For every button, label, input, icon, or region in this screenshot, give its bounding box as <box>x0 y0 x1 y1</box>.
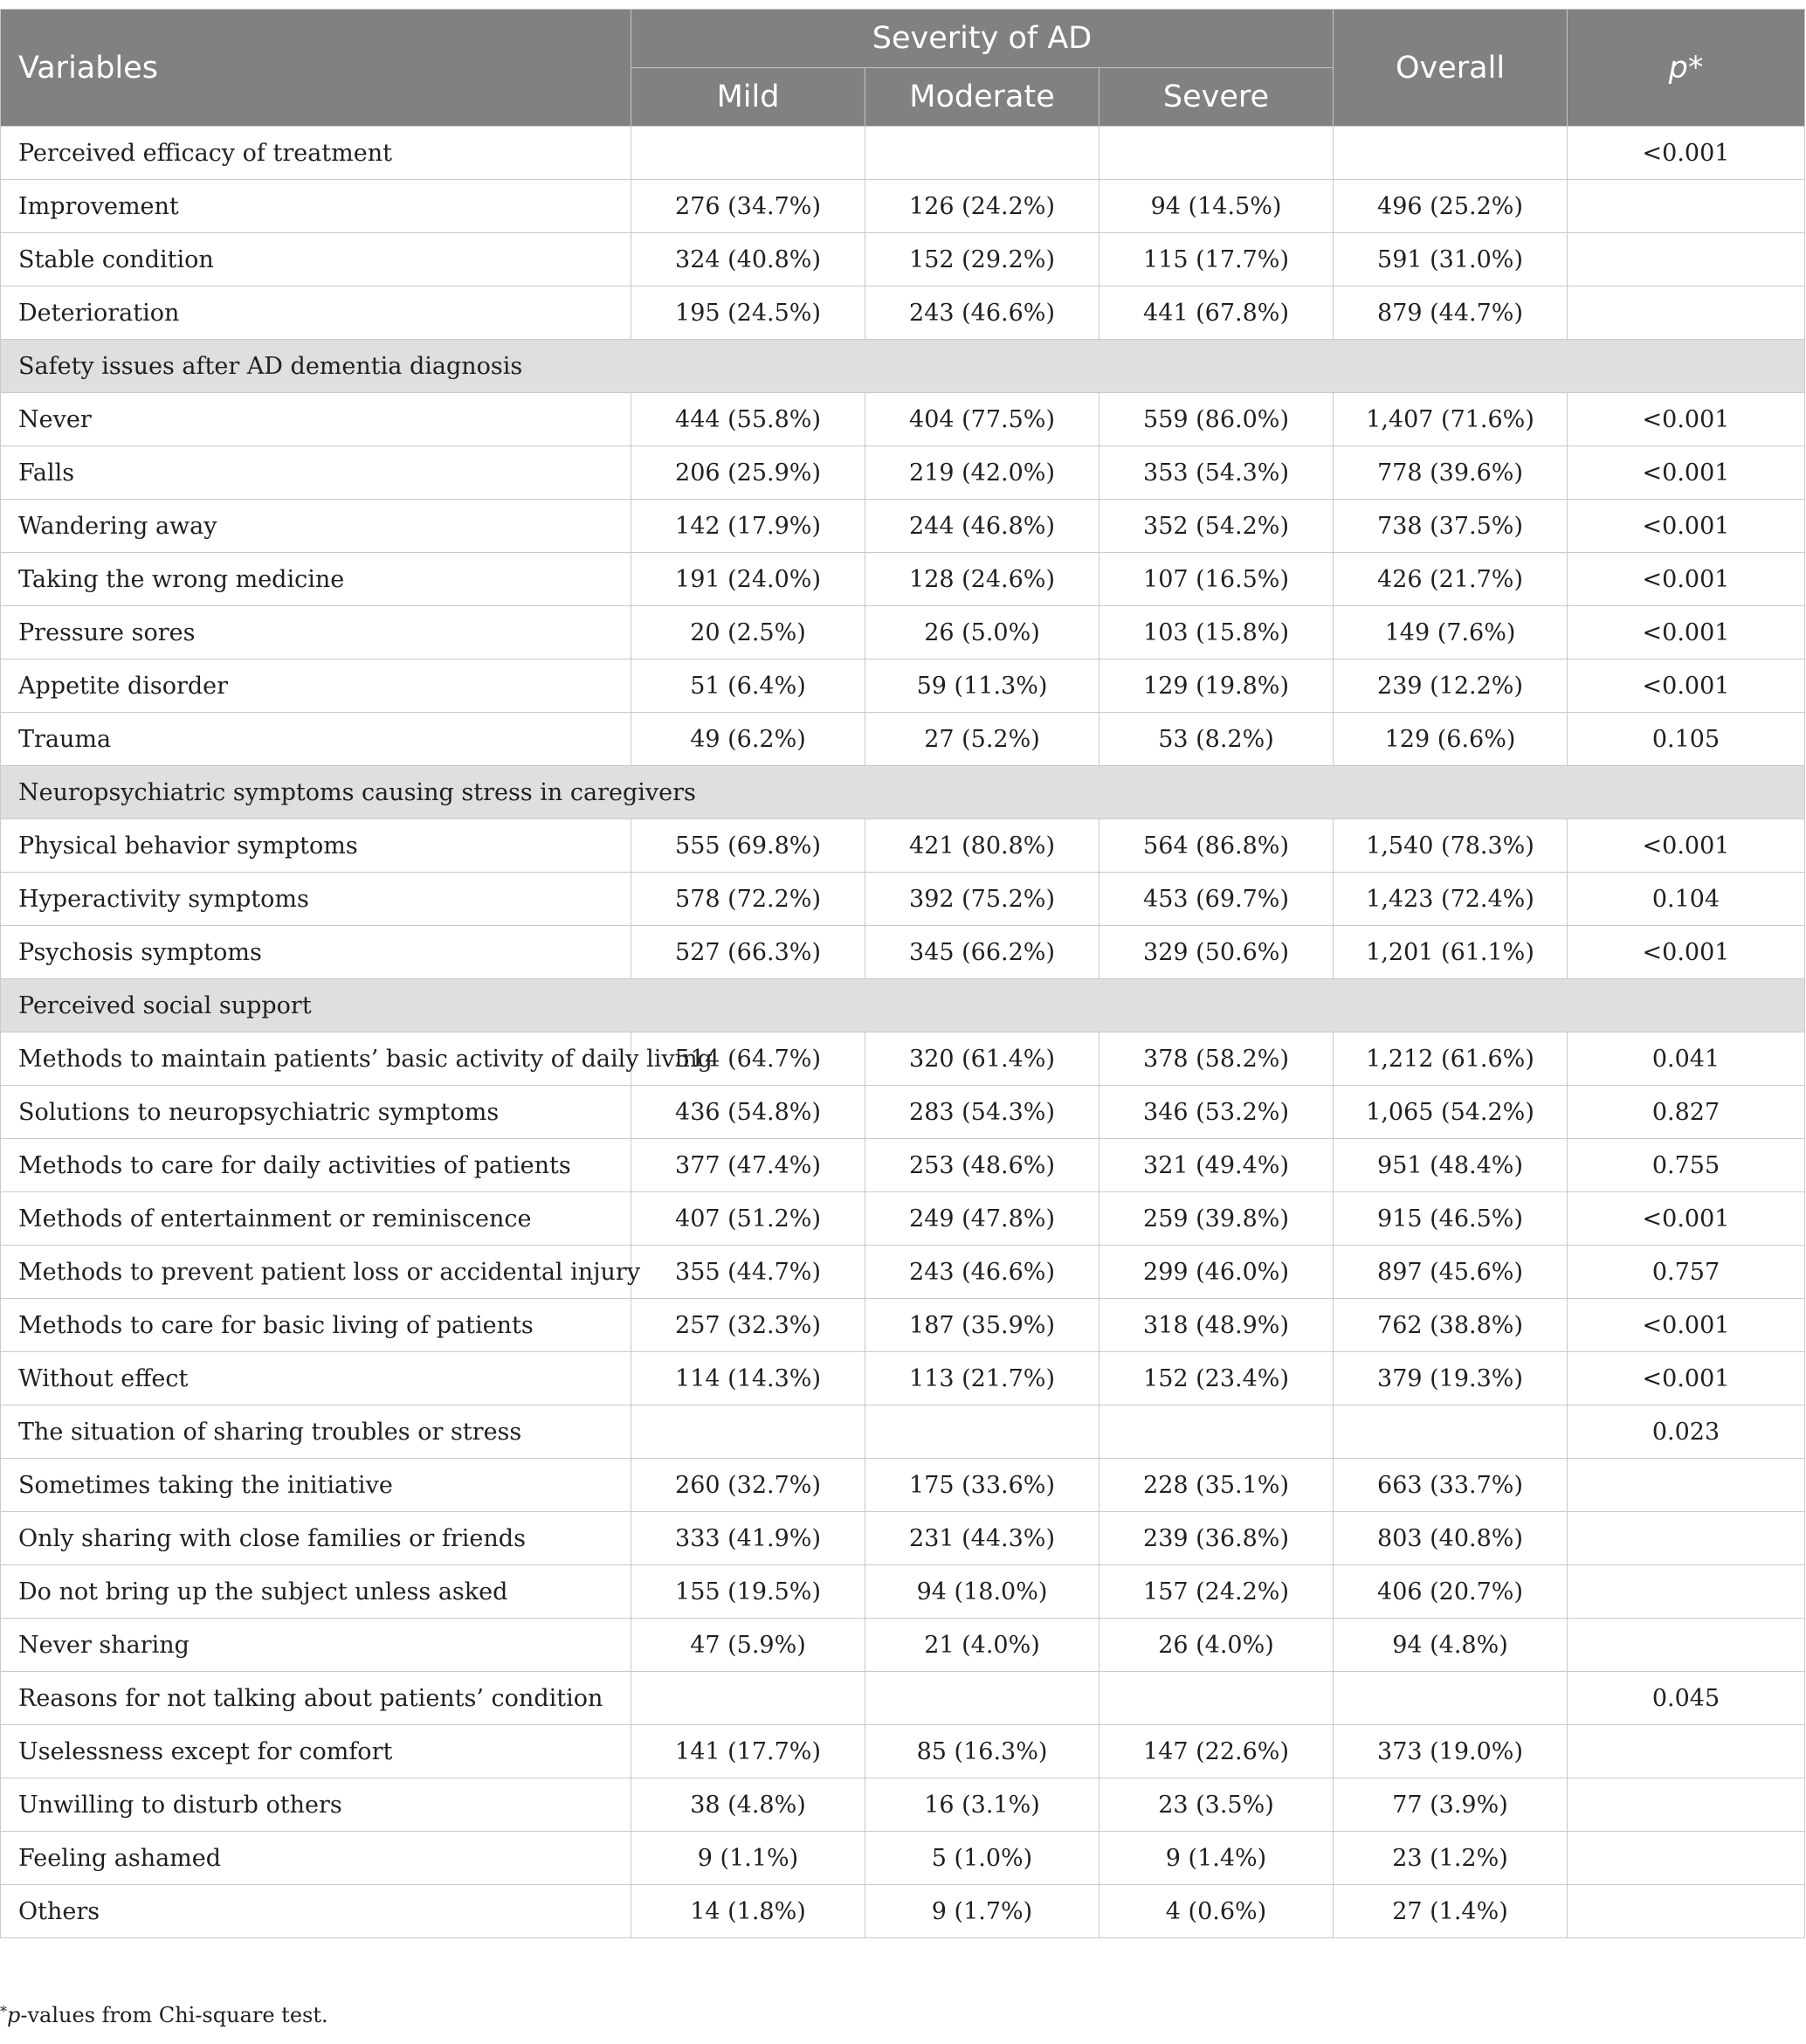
table-row <box>1 713 1805 766</box>
cell-severe: 26 (4.0%) <box>1099 1619 1334 1672</box>
cell-moderate: 113 (21.7%) <box>865 1352 1099 1405</box>
cell-moderate: 128 (24.6%) <box>865 553 1099 606</box>
table-row <box>1 1032 1805 1086</box>
header-row-1 <box>1 10 1805 68</box>
footnote-star: * <box>0 2003 7 2020</box>
cell-mild: 436 (54.8%) <box>631 1086 865 1139</box>
cell-mild: 333 (41.9%) <box>631 1512 865 1565</box>
cell-moderate: 404 (77.5%) <box>865 393 1099 446</box>
cell-p <box>1568 1512 1805 1565</box>
cell-p <box>1568 1885 1805 1938</box>
row-label: Hyperactivity symptoms <box>1 873 631 926</box>
row-label: Methods to maintain patients’ basic activity of daily living <box>1 1032 631 1086</box>
cell-moderate: 283 (54.3%) <box>865 1086 1099 1139</box>
cell-severe: 103 (15.8%) <box>1099 606 1334 659</box>
cell-overall: 239 (12.2%) <box>1334 659 1568 713</box>
header-severe: Severe <box>1099 68 1334 127</box>
table-row <box>1 233 1805 287</box>
row-label: Solutions to neuropsychiatric symptoms <box>1 1086 631 1139</box>
cell-moderate: 187 (35.9%) <box>865 1299 1099 1352</box>
cell-severe: 23 (3.5%) <box>1099 1778 1334 1832</box>
row-label: Falls <box>1 446 631 500</box>
cell-mild <box>631 127 865 180</box>
table-row <box>1 819 1805 873</box>
cell-p: <0.001 <box>1568 1352 1805 1405</box>
cell-overall: 897 (45.6%) <box>1334 1246 1568 1299</box>
cell-mild: 257 (32.3%) <box>631 1299 865 1352</box>
row-label: Methods to care for daily activities of patients <box>1 1139 631 1192</box>
cell-p: <0.001 <box>1568 606 1805 659</box>
section-header-row <box>1 979 1805 1032</box>
cell-mild: 407 (51.2%) <box>631 1192 865 1246</box>
table-row <box>1 127 1805 180</box>
cell-overall: 373 (19.0%) <box>1334 1725 1568 1778</box>
cell-overall: 426 (21.7%) <box>1334 553 1568 606</box>
cell-moderate: 249 (47.8%) <box>865 1192 1099 1246</box>
table-row <box>1 659 1805 713</box>
cell-overall: 1,212 (61.6%) <box>1334 1032 1568 1086</box>
cell-p: <0.001 <box>1568 127 1805 180</box>
cell-mild: 555 (69.8%) <box>631 819 865 873</box>
table-row <box>1 393 1805 446</box>
cell-overall: 915 (46.5%) <box>1334 1192 1568 1246</box>
cell-overall: 738 (37.5%) <box>1334 500 1568 553</box>
cell-moderate: 9 (1.7%) <box>865 1885 1099 1938</box>
cell-moderate: 85 (16.3%) <box>865 1725 1099 1778</box>
cell-moderate: 243 (46.6%) <box>865 287 1099 340</box>
cell-overall: 1,423 (72.4%) <box>1334 873 1568 926</box>
cell-overall: 1,407 (71.6%) <box>1334 393 1568 446</box>
cell-moderate <box>865 1672 1099 1725</box>
cell-severe: 53 (8.2%) <box>1099 713 1334 766</box>
cell-severe: 152 (23.4%) <box>1099 1352 1334 1405</box>
footnote-p: p <box>7 2003 21 2027</box>
row-label: Never sharing <box>1 1619 631 1672</box>
cell-mild <box>631 1405 865 1459</box>
table-row <box>1 1086 1805 1139</box>
table-row <box>1 1672 1805 1725</box>
row-label: Appetite disorder <box>1 659 631 713</box>
cell-severe: 378 (58.2%) <box>1099 1032 1334 1086</box>
table-row <box>1 1619 1805 1672</box>
cell-severe: 321 (49.4%) <box>1099 1139 1334 1192</box>
table-row <box>1 1512 1805 1565</box>
cell-mild: 38 (4.8%) <box>631 1778 865 1832</box>
cell-overall: 803 (40.8%) <box>1334 1512 1568 1565</box>
cell-moderate: 126 (24.2%) <box>865 180 1099 233</box>
cell-mild: 355 (44.7%) <box>631 1246 865 1299</box>
cell-overall: 149 (7.6%) <box>1334 606 1568 659</box>
cell-p: <0.001 <box>1568 926 1805 979</box>
cell-moderate: 345 (66.2%) <box>865 926 1099 979</box>
table-row <box>1 500 1805 553</box>
cell-p <box>1568 1459 1805 1512</box>
row-label: Only sharing with close families or friends <box>1 1512 631 1565</box>
cell-mild: 206 (25.9%) <box>631 446 865 500</box>
cell-mild: 527 (66.3%) <box>631 926 865 979</box>
cell-p: 0.827 <box>1568 1086 1805 1139</box>
table-row <box>1 606 1805 659</box>
row-label: Methods to prevent patient loss or accidental injury <box>1 1246 631 1299</box>
cell-moderate: 243 (46.6%) <box>865 1246 1099 1299</box>
cell-mild: 324 (40.8%) <box>631 233 865 287</box>
table-row <box>1 1565 1805 1619</box>
section-header-row <box>1 340 1805 393</box>
cell-p: 0.041 <box>1568 1032 1805 1086</box>
cell-severe: 353 (54.3%) <box>1099 446 1334 500</box>
row-label: Reasons for not talking about patients’ condition <box>1 1672 631 1725</box>
cell-overall: 496 (25.2%) <box>1334 180 1568 233</box>
cell-moderate: 253 (48.6%) <box>865 1139 1099 1192</box>
row-label: Unwilling to disturb others <box>1 1778 631 1832</box>
header-moderate: Moderate <box>865 68 1099 127</box>
cell-mild: 114 (14.3%) <box>631 1352 865 1405</box>
cell-severe: 453 (69.7%) <box>1099 873 1334 926</box>
cell-p <box>1568 233 1805 287</box>
header-severity-group: Severity of AD <box>631 10 1334 68</box>
cell-overall: 94 (4.8%) <box>1334 1619 1568 1672</box>
cell-severe: 441 (67.8%) <box>1099 287 1334 340</box>
table-row <box>1 1885 1805 1938</box>
cell-moderate: 244 (46.8%) <box>865 500 1099 553</box>
table-row <box>1 1778 1805 1832</box>
cell-mild: 9 (1.1%) <box>631 1832 865 1885</box>
cell-overall: 951 (48.4%) <box>1334 1139 1568 1192</box>
cell-moderate: 27 (5.2%) <box>865 713 1099 766</box>
table-row <box>1 446 1805 500</box>
table-row <box>1 1299 1805 1352</box>
table-row <box>1 553 1805 606</box>
header-p-value: p* <box>1568 10 1805 127</box>
cell-overall: 406 (20.7%) <box>1334 1565 1568 1619</box>
cell-mild: 276 (34.7%) <box>631 180 865 233</box>
cell-severe: 564 (86.8%) <box>1099 819 1334 873</box>
table-row <box>1 1725 1805 1778</box>
cell-severe: 352 (54.2%) <box>1099 500 1334 553</box>
cell-p: 0.104 <box>1568 873 1805 926</box>
cell-p: 0.757 <box>1568 1246 1805 1299</box>
cell-p <box>1568 1725 1805 1778</box>
cell-severe <box>1099 1405 1334 1459</box>
cell-severe: 559 (86.0%) <box>1099 393 1334 446</box>
row-label: The situation of sharing troubles or stress <box>1 1405 631 1459</box>
cell-moderate: 152 (29.2%) <box>865 233 1099 287</box>
table-row <box>1 1832 1805 1885</box>
row-label: Psychosis symptoms <box>1 926 631 979</box>
cell-moderate: 94 (18.0%) <box>865 1565 1099 1619</box>
table-row <box>1 1246 1805 1299</box>
cell-overall: 379 (19.3%) <box>1334 1352 1568 1405</box>
row-label: Others <box>1 1885 631 1938</box>
table-row <box>1 287 1805 340</box>
section-label: Perceived social support <box>1 979 1805 1032</box>
results-table <box>0 9 1805 1938</box>
table-footnote <box>0 2003 328 2027</box>
cell-p: <0.001 <box>1568 1192 1805 1246</box>
cell-mild: 14 (1.8%) <box>631 1885 865 1938</box>
cell-overall <box>1334 127 1568 180</box>
row-label: Without effect <box>1 1352 631 1405</box>
cell-severe: 157 (24.2%) <box>1099 1565 1334 1619</box>
row-label: Uselessness except for comfort <box>1 1725 631 1778</box>
cell-severe: 107 (16.5%) <box>1099 553 1334 606</box>
cell-p: <0.001 <box>1568 659 1805 713</box>
cell-p: 0.755 <box>1568 1139 1805 1192</box>
row-label: Perceived efficacy of treatment <box>1 127 631 180</box>
cell-moderate: 175 (33.6%) <box>865 1459 1099 1512</box>
cell-overall: 663 (33.7%) <box>1334 1459 1568 1512</box>
header-mild: Mild <box>631 68 865 127</box>
cell-mild: 191 (24.0%) <box>631 553 865 606</box>
cell-mild <box>631 1672 865 1725</box>
cell-moderate: 392 (75.2%) <box>865 873 1099 926</box>
cell-mild: 20 (2.5%) <box>631 606 865 659</box>
row-label: Do not bring up the subject unless asked <box>1 1565 631 1619</box>
table-row <box>1 1192 1805 1246</box>
row-label: Pressure sores <box>1 606 631 659</box>
table-row <box>1 1139 1805 1192</box>
table-row <box>1 926 1805 979</box>
table-header <box>1 10 1805 127</box>
cell-p: <0.001 <box>1568 1299 1805 1352</box>
cell-overall <box>1334 1672 1568 1725</box>
table-row <box>1 1459 1805 1512</box>
cell-mild: 141 (17.7%) <box>631 1725 865 1778</box>
cell-moderate <box>865 1405 1099 1459</box>
cell-overall <box>1334 1405 1568 1459</box>
cell-severe: 129 (19.8%) <box>1099 659 1334 713</box>
cell-p: 0.023 <box>1568 1405 1805 1459</box>
row-label: Deterioration <box>1 287 631 340</box>
cell-p <box>1568 287 1805 340</box>
cell-overall: 762 (38.8%) <box>1334 1299 1568 1352</box>
row-label: Trauma <box>1 713 631 766</box>
row-label: Feeling ashamed <box>1 1832 631 1885</box>
cell-mild: 260 (32.7%) <box>631 1459 865 1512</box>
cell-severe: 318 (48.9%) <box>1099 1299 1334 1352</box>
cell-mild: 142 (17.9%) <box>631 500 865 553</box>
cell-moderate: 16 (3.1%) <box>865 1778 1099 1832</box>
table-row <box>1 1352 1805 1405</box>
table-body <box>1 127 1805 1938</box>
cell-p <box>1568 1832 1805 1885</box>
cell-mild: 578 (72.2%) <box>631 873 865 926</box>
section-header-row <box>1 766 1805 819</box>
section-label: Neuropsychiatric symptoms causing stress in caregivers <box>1 766 1805 819</box>
cell-moderate: 320 (61.4%) <box>865 1032 1099 1086</box>
cell-moderate: 231 (44.3%) <box>865 1512 1099 1565</box>
cell-severe: 299 (46.0%) <box>1099 1246 1334 1299</box>
table-row <box>1 180 1805 233</box>
header-overall: Overall <box>1334 10 1568 127</box>
cell-p: <0.001 <box>1568 819 1805 873</box>
cell-mild: 47 (5.9%) <box>631 1619 865 1672</box>
table-row <box>1 1405 1805 1459</box>
cell-p: <0.001 <box>1568 446 1805 500</box>
cell-severe: 9 (1.4%) <box>1099 1832 1334 1885</box>
row-label: Methods to care for basic living of patients <box>1 1299 631 1352</box>
cell-overall: 1,201 (61.1%) <box>1334 926 1568 979</box>
cell-severe <box>1099 127 1334 180</box>
cell-p: <0.001 <box>1568 500 1805 553</box>
cell-overall: 27 (1.4%) <box>1334 1885 1568 1938</box>
cell-moderate: 26 (5.0%) <box>865 606 1099 659</box>
cell-severe: 329 (50.6%) <box>1099 926 1334 979</box>
header-variables: Variables <box>1 10 631 127</box>
cell-severe: 4 (0.6%) <box>1099 1885 1334 1938</box>
cell-severe: 239 (36.8%) <box>1099 1512 1334 1565</box>
cell-mild: 444 (55.8%) <box>631 393 865 446</box>
cell-severe: 94 (14.5%) <box>1099 180 1334 233</box>
row-label: Methods of entertainment or reminiscence <box>1 1192 631 1246</box>
cell-p: 0.105 <box>1568 713 1805 766</box>
cell-moderate: 5 (1.0%) <box>865 1832 1099 1885</box>
row-label: Wandering away <box>1 500 631 553</box>
cell-overall: 778 (39.6%) <box>1334 446 1568 500</box>
cell-mild: 51 (6.4%) <box>631 659 865 713</box>
cell-p <box>1568 1565 1805 1619</box>
cell-severe: 228 (35.1%) <box>1099 1459 1334 1512</box>
cell-p <box>1568 180 1805 233</box>
cell-severe: 115 (17.7%) <box>1099 233 1334 287</box>
cell-overall: 1,065 (54.2%) <box>1334 1086 1568 1139</box>
row-label: Sometimes taking the initiative <box>1 1459 631 1512</box>
cell-mild: 49 (6.2%) <box>631 713 865 766</box>
footnote-text: -values from Chi-square test. <box>20 2003 328 2027</box>
row-label: Physical behavior symptoms <box>1 819 631 873</box>
cell-p <box>1568 1778 1805 1832</box>
cell-moderate: 219 (42.0%) <box>865 446 1099 500</box>
cell-moderate <box>865 127 1099 180</box>
cell-overall: 129 (6.6%) <box>1334 713 1568 766</box>
cell-overall: 23 (1.2%) <box>1334 1832 1568 1885</box>
cell-moderate: 21 (4.0%) <box>865 1619 1099 1672</box>
cell-p: <0.001 <box>1568 393 1805 446</box>
row-label: Never <box>1 393 631 446</box>
cell-moderate: 59 (11.3%) <box>865 659 1099 713</box>
cell-p: <0.001 <box>1568 553 1805 606</box>
row-label: Stable condition <box>1 233 631 287</box>
cell-overall: 879 (44.7%) <box>1334 287 1568 340</box>
cell-moderate: 421 (80.8%) <box>865 819 1099 873</box>
cell-severe: 346 (53.2%) <box>1099 1086 1334 1139</box>
cell-severe <box>1099 1672 1334 1725</box>
cell-severe: 259 (39.8%) <box>1099 1192 1334 1246</box>
cell-mild: 155 (19.5%) <box>631 1565 865 1619</box>
cell-mild: 377 (47.4%) <box>631 1139 865 1192</box>
cell-overall: 77 (3.9%) <box>1334 1778 1568 1832</box>
cell-overall: 1,540 (78.3%) <box>1334 819 1568 873</box>
cell-mild: 195 (24.5%) <box>631 287 865 340</box>
row-label: Improvement <box>1 180 631 233</box>
row-label: Taking the wrong medicine <box>1 553 631 606</box>
cell-overall: 591 (31.0%) <box>1334 233 1568 287</box>
section-label: Safety issues after AD dementia diagnosis <box>1 340 1805 393</box>
table-row <box>1 873 1805 926</box>
cell-p: 0.045 <box>1568 1672 1805 1725</box>
cell-mild: 514 (64.7%) <box>631 1032 865 1086</box>
cell-p <box>1568 1619 1805 1672</box>
cell-severe: 147 (22.6%) <box>1099 1725 1334 1778</box>
